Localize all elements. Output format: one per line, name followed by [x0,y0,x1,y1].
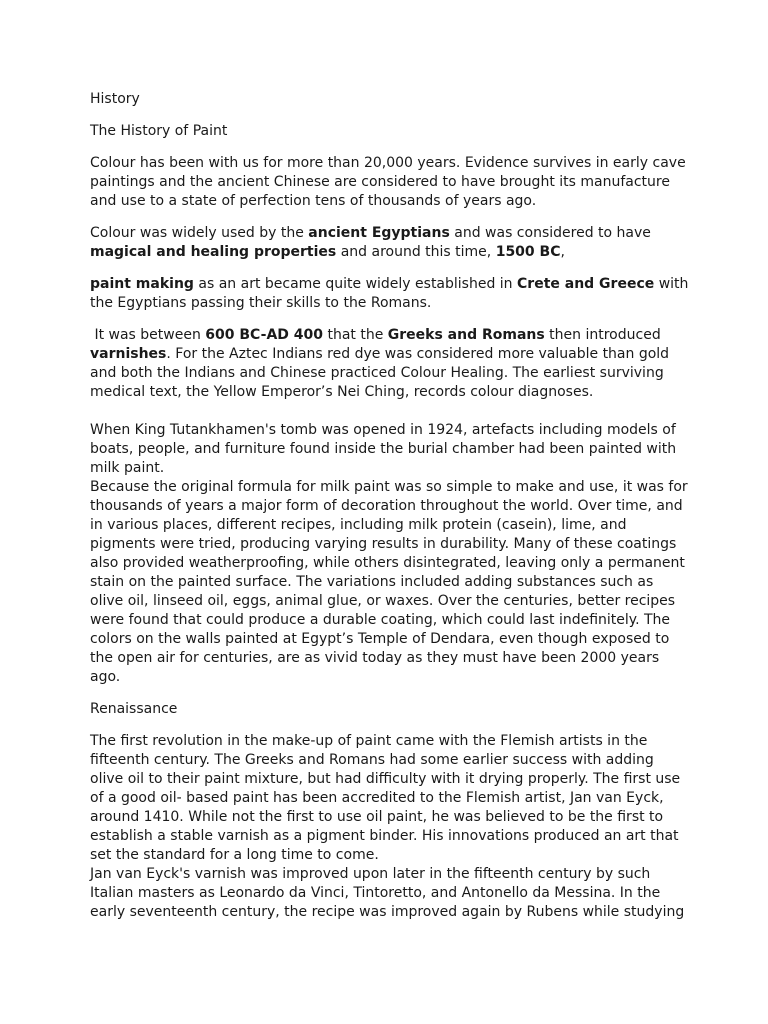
bold-text: ancient Egyptians [308,225,450,241]
bold-text: varnishes [90,346,167,362]
text-run: that the [323,327,388,343]
paragraph-flemish: The first revolution in the make-up of paint came with the Flemish artists in the fifteenth century. The Greeks and Romans had some earlier success with adding olive oil to their paint mixture, but had difficulty with it drying properly. The first use of a good oil- based paint has been accredited to the Flemish artist, Jan van Eyck, around 1410. While not the first to use oil paint, he was believed to be the first to establish a stable varnish as a pigment binder. His innovations produced an art that set the standard for a long time to come. [90,733,681,863]
paragraph-intro: Colour has been with us for more than 20,000 years. Evidence survives in early cave paintings and the ancient Chinese are considered to have brought its manufacture and use to a state of perfection tens of thousands of years ago. [90,155,686,209]
text-run: and was considered to have [449,225,651,241]
text-run: then introduced [544,327,661,343]
document-page [90,90,690,935]
paragraph-van-eyck: Jan van Eyck's varnish was improved upon later in the fifteenth century by such Italian masters as Leonardo da Vinci, Tintoretto, and Antonello da Messina. In the early seventeenth century, the recipe was improved again by Rubens while studying [90,866,685,920]
paragraph-tutankhamen: When King Tutankhamen's tomb was opened in 1924, artefacts including models of boats, people, and furniture found inside the burial chamber had been painted with milk paint. [90,422,677,476]
text-run: It was between [90,327,206,343]
document-heading: History [90,91,140,107]
bold-text: magical and healing properties [90,244,337,260]
bold-text: 600 BC-AD 400 [205,327,324,343]
text-run: Colour was widely used by the [90,225,309,241]
paragraph-paint-making [90,275,690,313]
bold-text: paint making [90,276,194,292]
paragraph-greeks-romans [90,326,690,402]
bold-text: 1500 BC [495,244,561,260]
bold-text: Crete and Greece [517,276,655,292]
text-run: as an art became quite widely established in [193,276,518,292]
text-run: , [560,244,565,260]
text-run: and around this time, [336,244,496,260]
text-run: . For the Aztec Indians red dye was considered more valuable than gold and both the Indians and Chinese practiced Colour Healing. The earliest surviving medical text, the Yellow Emperor’s Nei Ching, records colour diagnoses. [90,346,670,400]
text-run: with the Egyptians passing their skills to the Romans. [90,276,689,311]
bold-text: Greeks and Romans [387,327,545,343]
section-heading-renaissance: Renaissance [90,701,178,717]
paragraph-egyptians [90,224,690,262]
document-subheading: The History of Paint [90,123,228,139]
paragraph-milk-paint: Because the original formula for milk paint was so simple to make and use, it was for thousands of years a major form of decoration throughout the world. Over time, and in various places, different recipes, including milk protein (casein), lime, and pigments were tried, producing varying results in durability. Many of these coatings also provided weatherproofing, while others disintegrated, leaving only a permanent stain on the painted surface. The variations included adding substances such as olive oil, linseed oil, eggs, animal glue, or waxes. Over the centuries, better recipes were found that could produce a durable coating, which could last indefinitely. The colors on the walls painted at Egypt’s Temple of Dendara, even though exposed to the open air for centuries, are as vivid today as they must have been 2000 years ago. [90,479,688,685]
